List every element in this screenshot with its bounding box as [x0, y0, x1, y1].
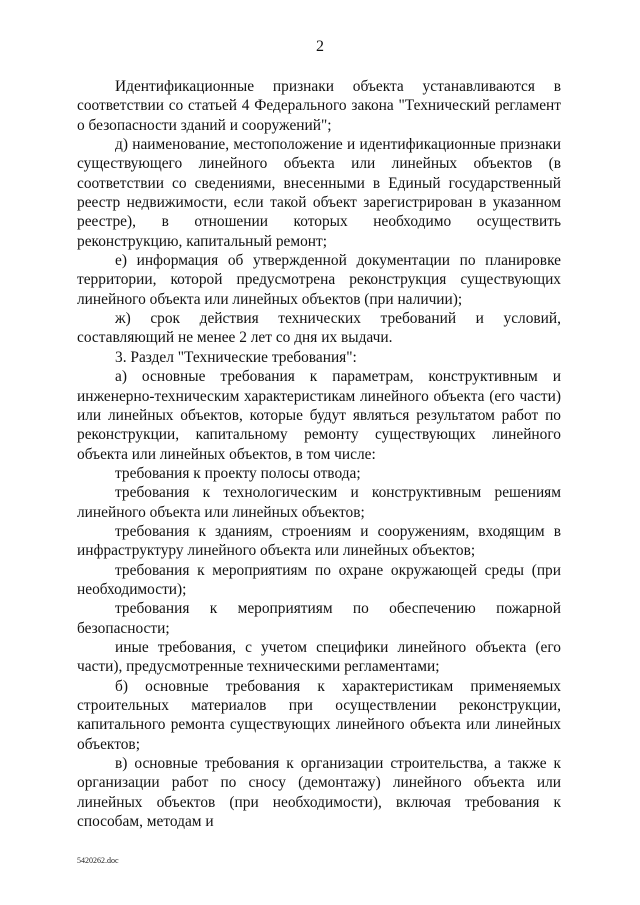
paragraph-zh: ж) срок действия технических требований и условий, составляющий не менее 2 лет со дня их выдачи.	[77, 310, 561, 347]
paragraph-identification: Идентификационные признаки объекта устанавливаются в соответствии со статьей 4 Федерального закона "Технический регламент о безопасности зданий и сооружений";	[77, 78, 561, 134]
requirement-technological: требования к технологическим и конструктивным решениям линейного объекта или линейных объектов;	[77, 484, 561, 521]
paragraph-e: е) информация об утвержденной документации по планировке территории, которой предусмотрена реконструкция существующих линейного объекта или линейных объектов (при наличии);	[77, 252, 561, 308]
paragraph-d: д) наименование, местоположение и идентификационные признаки существующего линейного объекта или линейных объектов (в соответствии со сведениями, внесенными в Единый государственный реестр недвижимости, если такой объект зарегистрирован в указанном реестре), в отношении которых необходимо осуществить реконструкцию, капитальный ремонт;	[77, 136, 561, 250]
paragraph-a: а) основные требования к параметрам, конструктивным и инженерно-техническим характеристикам линейного объекта (его части) или линейных объектов, которые будут являться результатом работ по реконструкции, капитальному ремонту существующих линейного объекта или линейных объектов, в том числе:	[77, 368, 561, 463]
paragraph-v: в) основные требования к организации строительства, а также к организации работ по сносу (демонтажу) линейного объекта или линейных объектов (при необходимости), включая требования к способам, методам и	[77, 755, 561, 831]
requirement-environment: требования к мероприятиям по охране окружающей среды (при необходимости);	[77, 561, 561, 598]
section-3-heading: 3. Раздел "Технические требования":	[115, 348, 357, 366]
requirement-fire-safety: требования к мероприятиям по обеспечению пожарной безопасности;	[77, 600, 561, 637]
paragraph-b: б) основные требования к характеристикам применяемых строительных материалов при осуществлении реконструкции, капитального ремонта существующих линейного объекта или линейных объектов;	[77, 677, 561, 753]
document-body	[77, 77, 561, 831]
page-number: 2	[316, 38, 324, 55]
footer-doc-id: 5420262.doc	[77, 856, 119, 865]
requirement-buildings: требования к зданиям, строениям и сооружениям, входящим в инфраструктуру линейного объекта или линейных объектов;	[77, 522, 561, 560]
requirement-right-of-way: требования к проекту полосы отвода;	[115, 464, 361, 482]
requirement-other: иные требования, с учетом специфики линейного объекта (его части), предусмотренные техническими регламентами;	[77, 638, 561, 676]
